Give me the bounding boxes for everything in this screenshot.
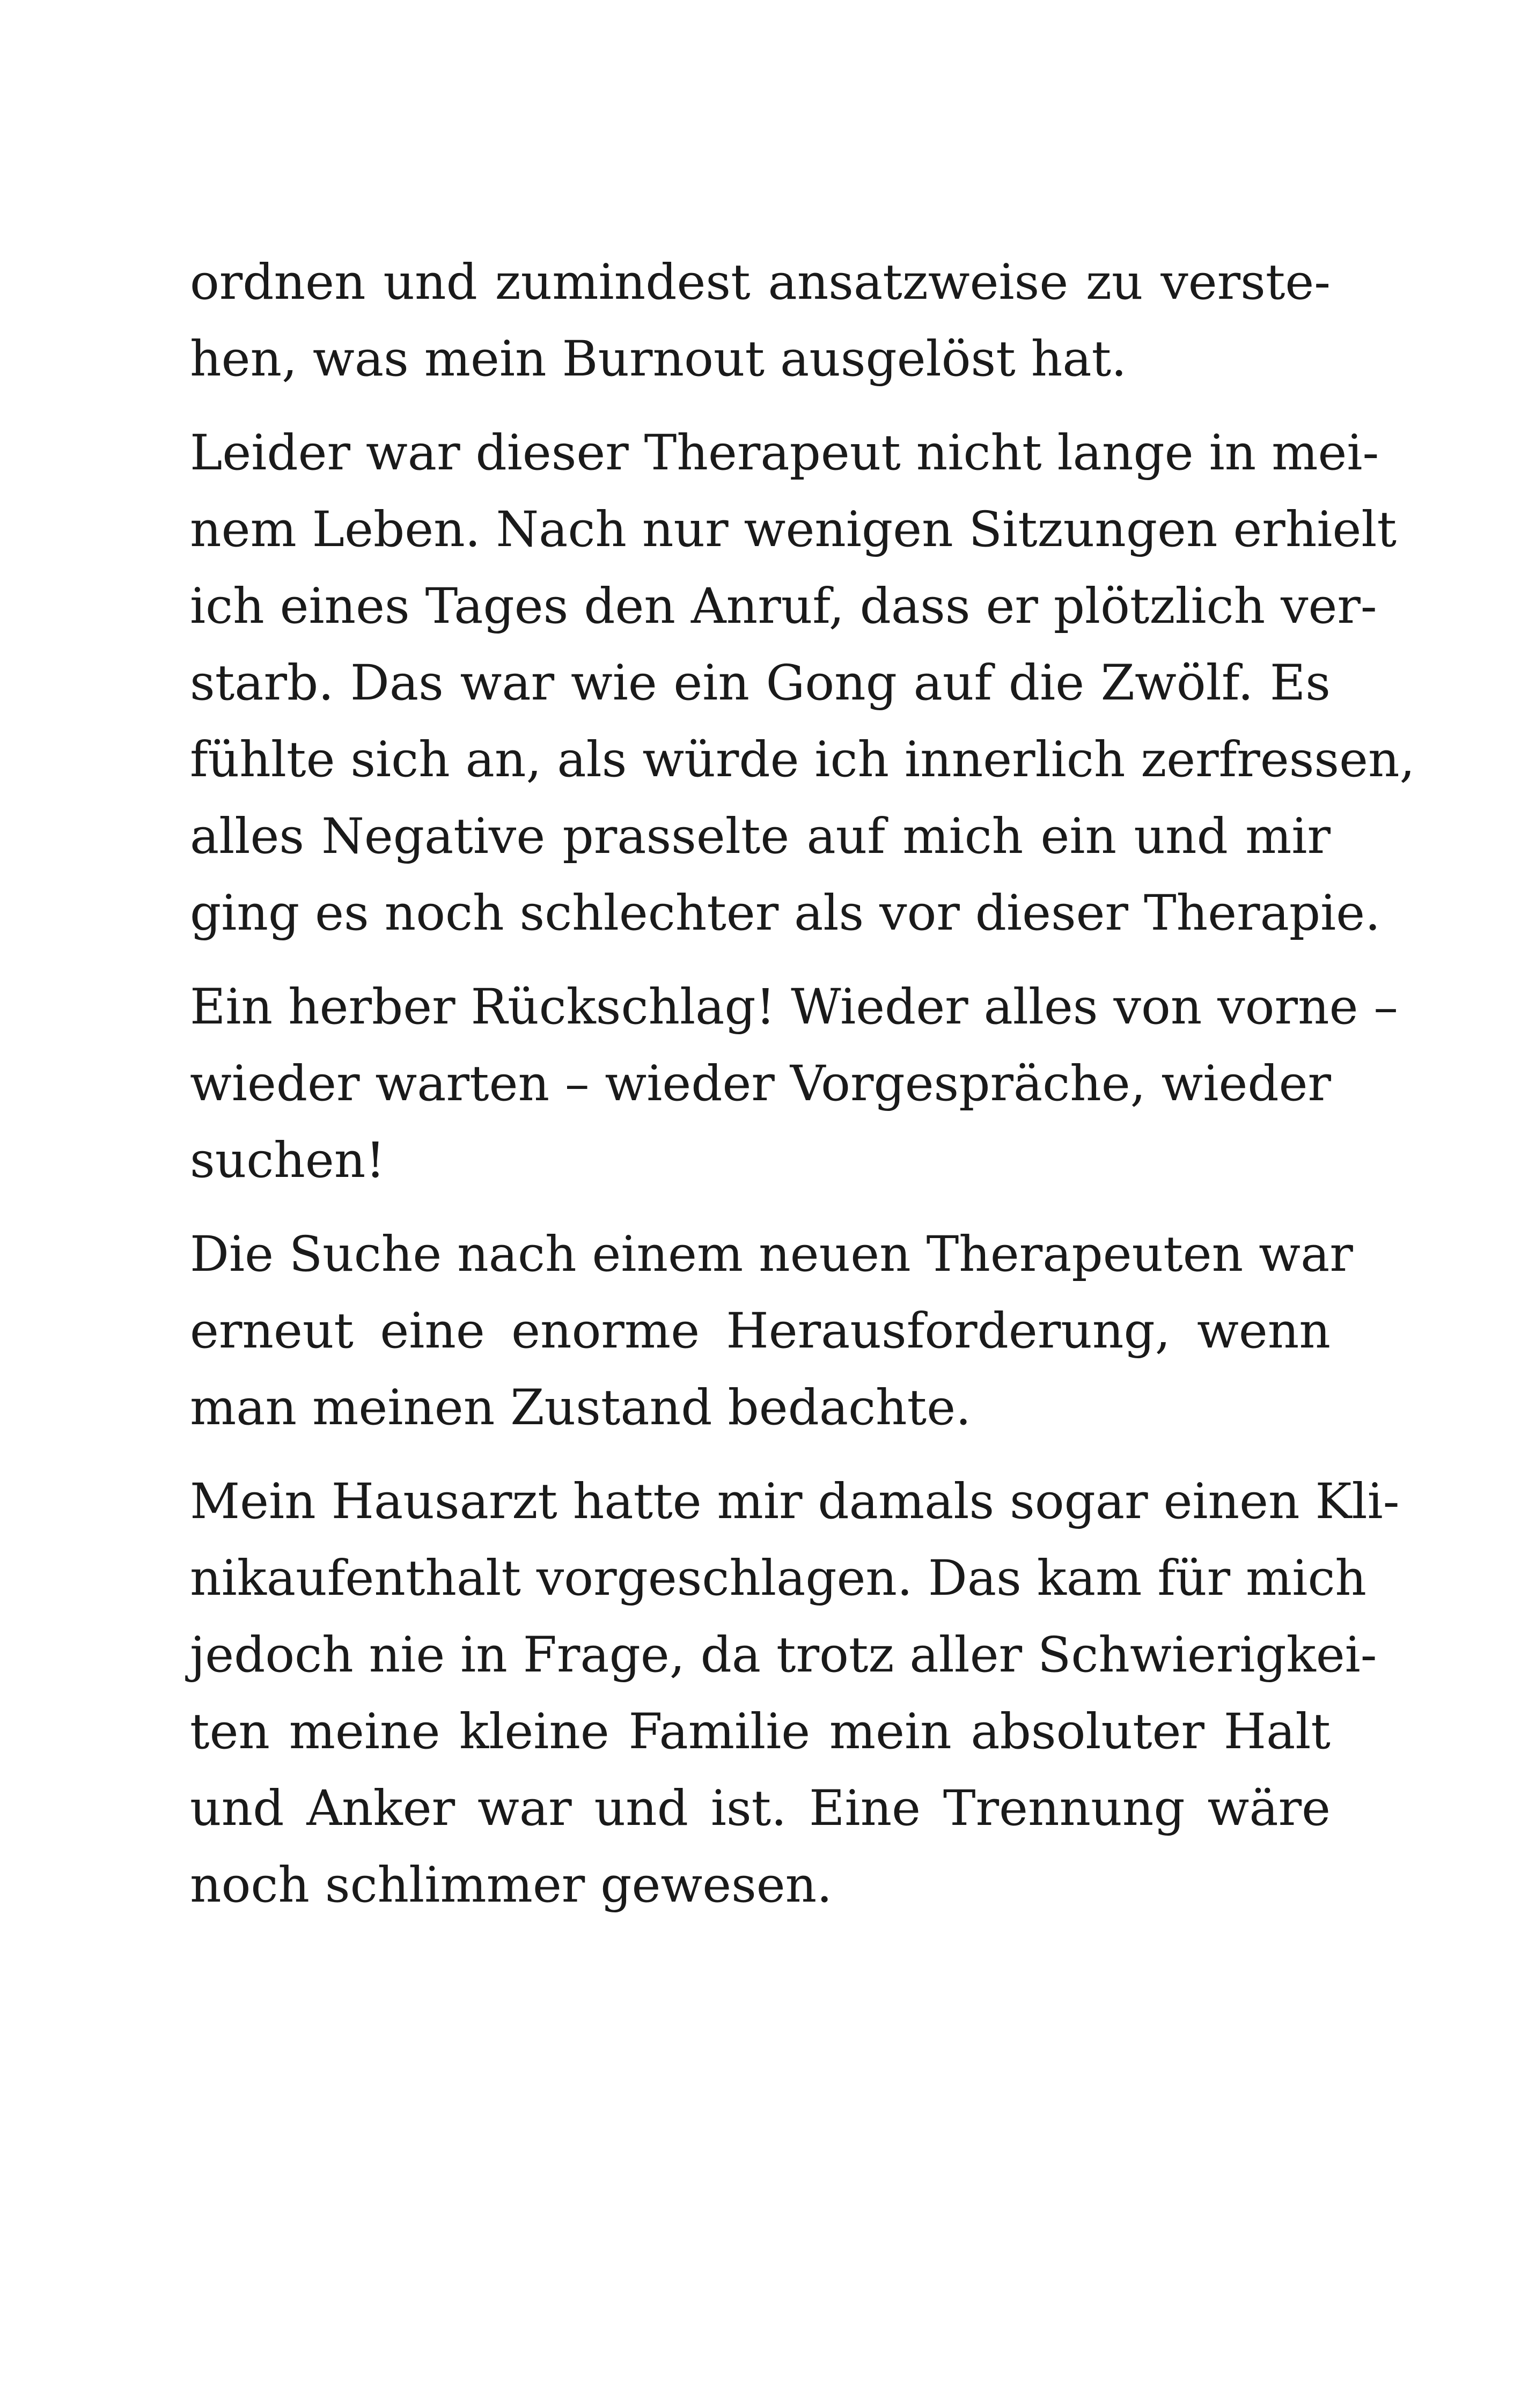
- paragraph: [190, 415, 1415, 952]
- paragraph: [190, 1463, 1400, 1924]
- text-line: ich eines Tages den Anruf, dass er plötzlich ver-: [190, 578, 1377, 635]
- paragraph: [190, 969, 1398, 1199]
- paragraph: [190, 244, 1331, 397]
- text-line: noch schlimmer gewesen.: [190, 1857, 833, 1913]
- text-line: ten meine kleine Familie mein absoluter Halt: [190, 1704, 1331, 1760]
- text-line: fühlte sich an, als würde ich innerlich zerfressen,: [190, 732, 1415, 788]
- text-line: ging es noch schlechter als vor dieser Therapie.: [190, 885, 1381, 941]
- text-line: suchen!: [190, 1132, 385, 1189]
- text-line: Ein herber Rückschlag! Wieder alles von vorne –: [190, 979, 1398, 1035]
- text-line: Mein Hausarzt hatte mir damals sogar einen Kli-: [190, 1474, 1400, 1530]
- text-line: ordnen und zumindest ansatzweise zu verste-: [190, 254, 1331, 311]
- text-line: Leider war dieser Therapeut nicht lange in mei-: [190, 425, 1379, 481]
- text-line: nem Leben. Nach nur wenigen Sitzungen erhielt: [190, 502, 1397, 558]
- paragraph: [190, 1216, 1353, 1446]
- text-line: alles Negative prasselte auf mich ein und mir: [190, 808, 1331, 865]
- text-line: starb. Das war wie ein Gong auf die Zwölf. Es: [190, 655, 1331, 711]
- text-line: erneut eine enorme Herausforderung, wenn: [190, 1303, 1331, 1359]
- text-line: jedoch nie in Frage, da trotz aller Schwierigkei-: [190, 1627, 1377, 1683]
- text-line: Die Suche nach einem neuen Therapeuten war: [190, 1226, 1353, 1283]
- text-line: nikaufenthalt vorgeschlagen. Das kam für mich: [190, 1550, 1367, 1607]
- text-line: und Anker war und ist. Eine Trennung wäre: [190, 1780, 1331, 1837]
- body-text: [190, 244, 1415, 1941]
- text-line: man meinen Zustand bedachte.: [190, 1380, 971, 1436]
- text-line: wieder warten – wieder Vorgespräche, wieder: [190, 1056, 1331, 1112]
- text-line: hen, was mein Burnout ausgelöst hat.: [190, 331, 1127, 387]
